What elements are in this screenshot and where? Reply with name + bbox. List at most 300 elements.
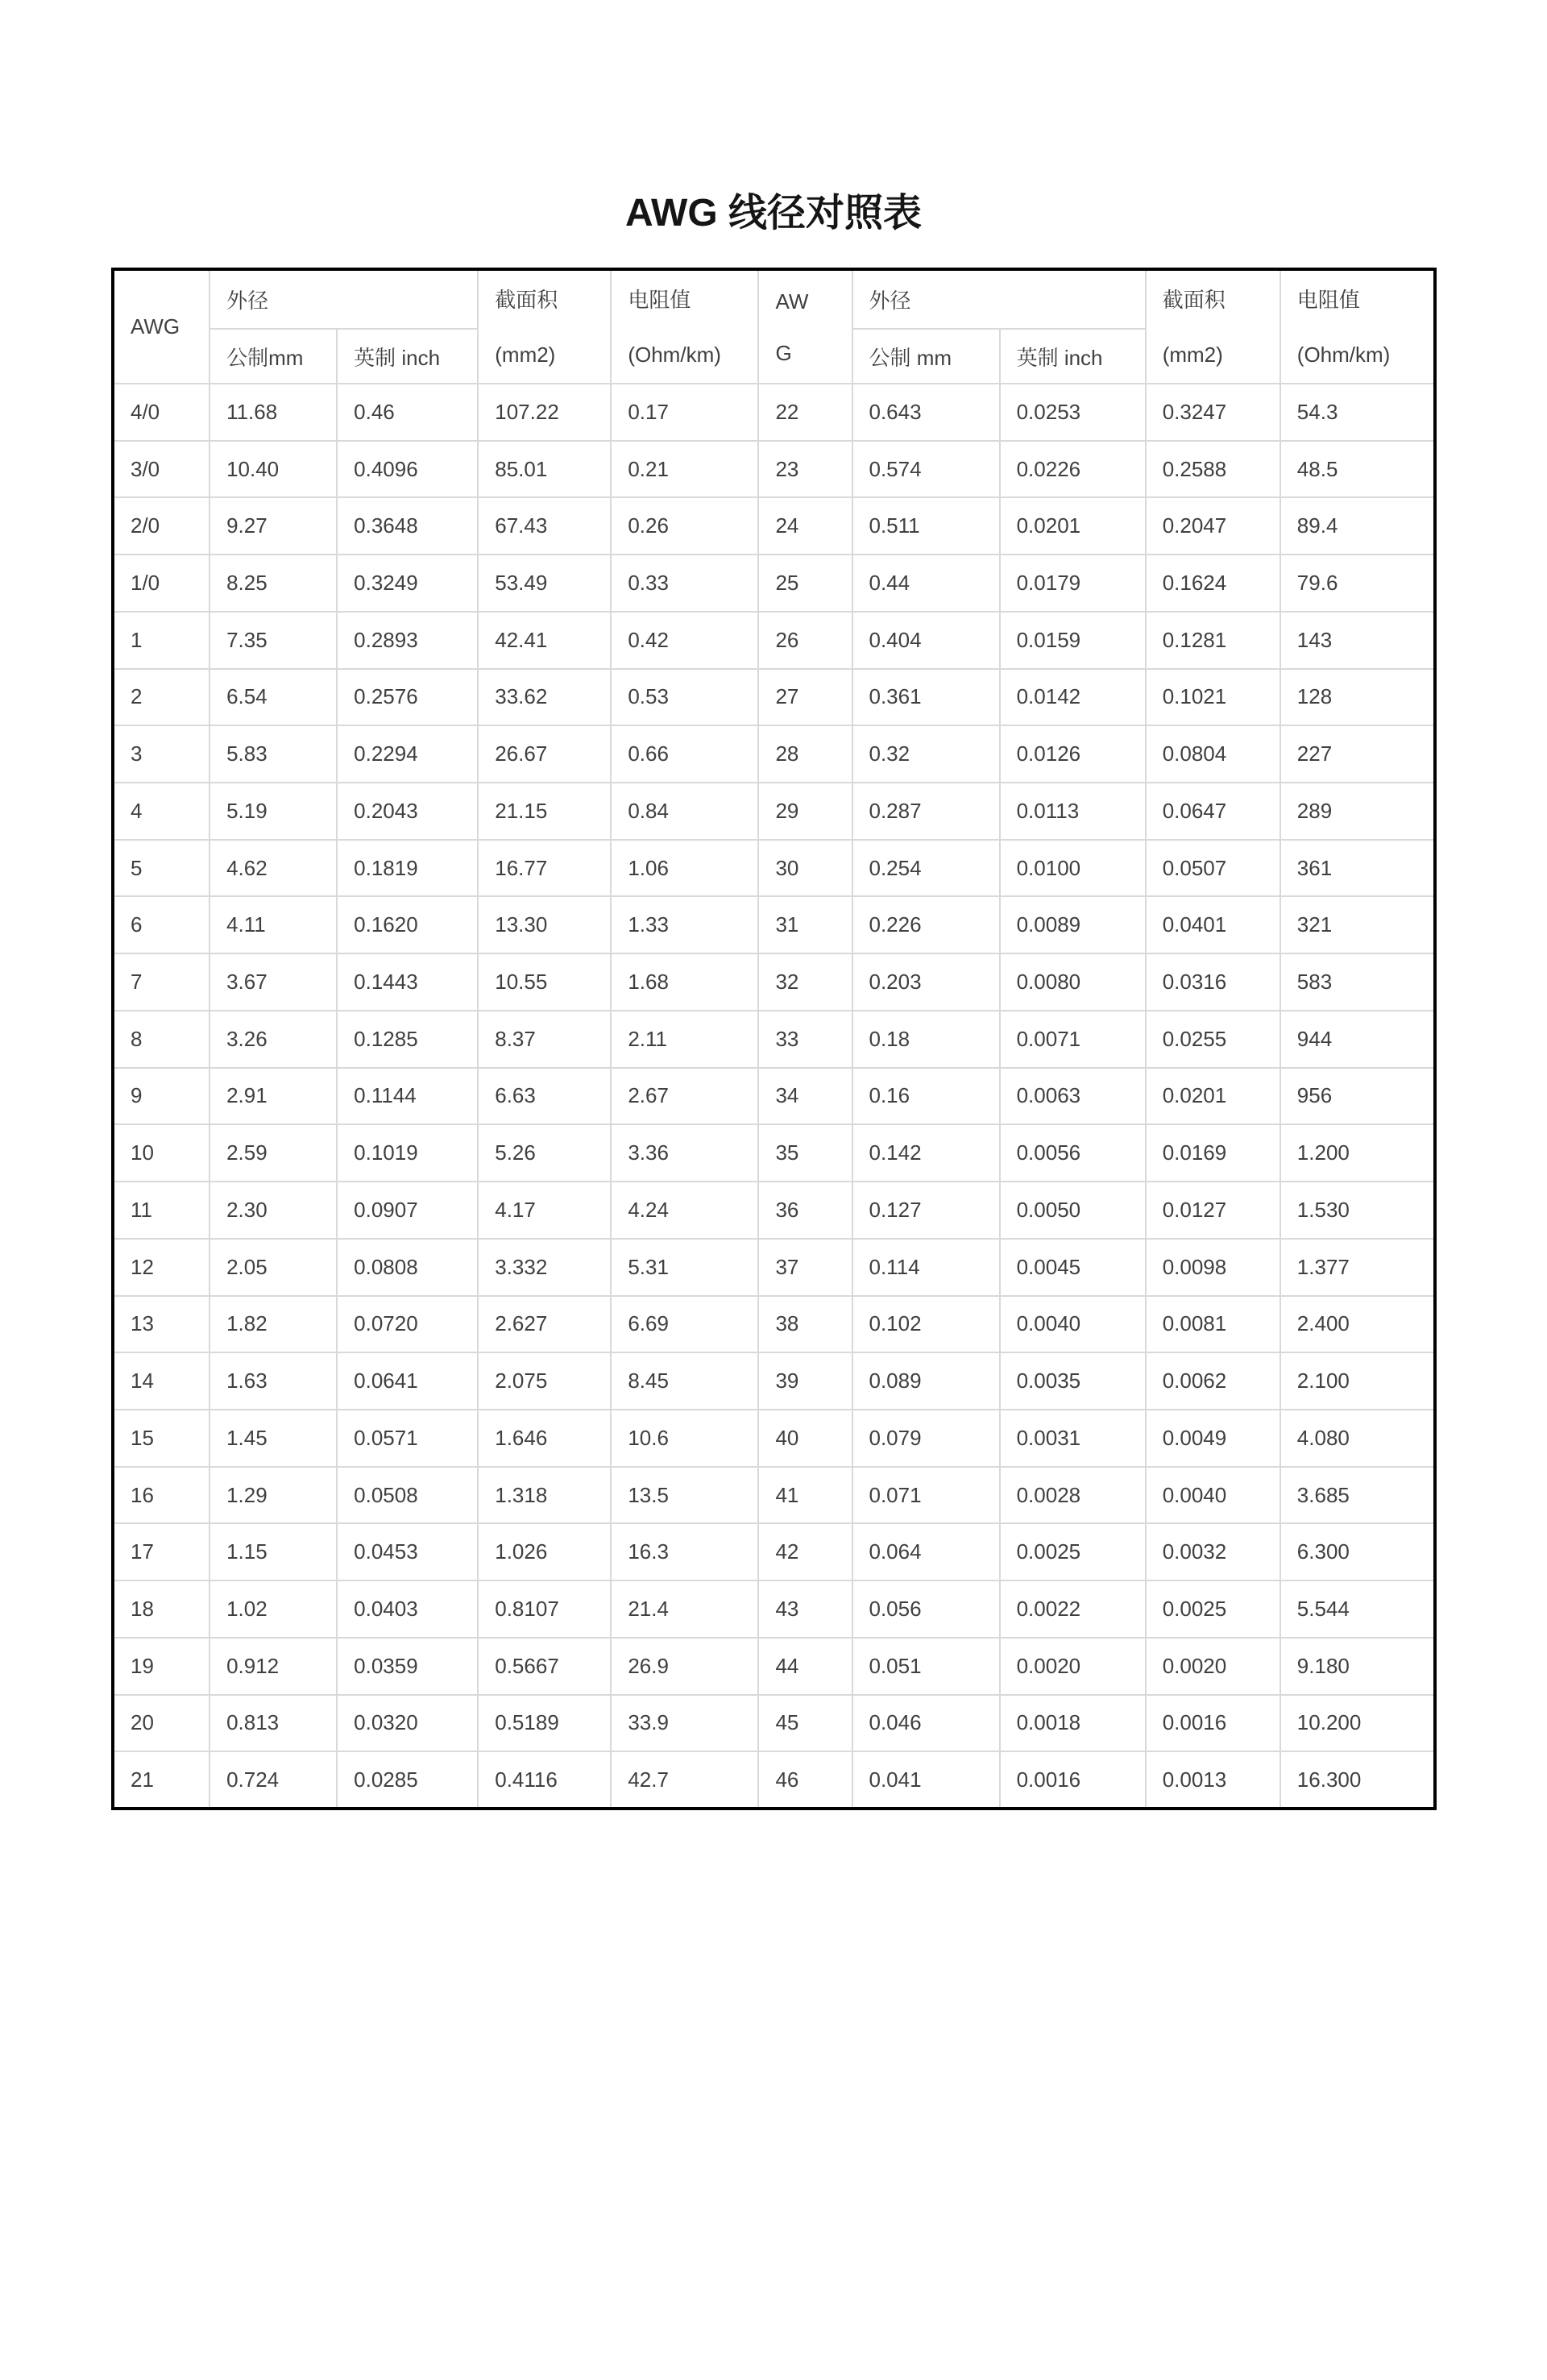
cell-imperial-inch: 0.0028 bbox=[1000, 1467, 1146, 1524]
cell-metric-mm: 2.05 bbox=[209, 1239, 337, 1296]
cell-imperial-inch: 0.0571 bbox=[337, 1410, 478, 1467]
cell-imperial-inch: 0.0159 bbox=[1000, 612, 1146, 669]
cell-resistance: 26.9 bbox=[611, 1638, 758, 1695]
cell-imperial-inch: 0.0063 bbox=[1000, 1068, 1146, 1125]
header-outer-diameter-right: 外径 bbox=[852, 269, 1146, 329]
cell-awg: 6 bbox=[113, 896, 209, 953]
cell-area-mm2: 0.3247 bbox=[1146, 384, 1280, 441]
cell-imperial-inch: 0.0113 bbox=[1000, 783, 1146, 840]
cell-area-mm2: 0.1021 bbox=[1146, 669, 1280, 726]
cell-awg: 29 bbox=[758, 783, 852, 840]
cell-area-mm2: 2.075 bbox=[478, 1352, 611, 1410]
table-row bbox=[113, 783, 1435, 840]
cell-resistance: 321 bbox=[1280, 896, 1435, 953]
table-body bbox=[113, 384, 1435, 1809]
cell-awg: 28 bbox=[758, 725, 852, 783]
cell-awg: 20 bbox=[113, 1695, 209, 1752]
cell-imperial-inch: 0.0031 bbox=[1000, 1410, 1146, 1467]
cell-awg: 2 bbox=[113, 669, 209, 726]
table-row bbox=[113, 1068, 1435, 1125]
header-awg-left: AWG bbox=[113, 269, 209, 384]
cell-area-mm2: 0.0020 bbox=[1146, 1638, 1280, 1695]
awg-table bbox=[111, 268, 1437, 1810]
cell-awg: 41 bbox=[758, 1467, 852, 1524]
cell-resistance: 2.67 bbox=[611, 1068, 758, 1125]
cell-imperial-inch: 0.0142 bbox=[1000, 669, 1146, 726]
cell-area-mm2: 26.67 bbox=[478, 725, 611, 783]
cell-area-mm2: 0.1624 bbox=[1146, 555, 1280, 612]
cell-resistance: 2.400 bbox=[1280, 1296, 1435, 1353]
cell-resistance: 0.84 bbox=[611, 783, 758, 840]
cell-metric-mm: 0.18 bbox=[852, 1011, 1000, 1068]
cell-metric-mm: 0.064 bbox=[852, 1523, 1000, 1580]
cell-area-mm2: 0.0032 bbox=[1146, 1523, 1280, 1580]
cell-awg: 36 bbox=[758, 1182, 852, 1239]
cell-imperial-inch: 0.0808 bbox=[337, 1239, 478, 1296]
cell-resistance: 0.26 bbox=[611, 497, 758, 555]
cell-resistance: 3.685 bbox=[1280, 1467, 1435, 1524]
table-row bbox=[113, 1695, 1435, 1752]
table-row bbox=[113, 896, 1435, 953]
cell-imperial-inch: 0.0056 bbox=[1000, 1124, 1146, 1182]
cell-imperial-inch: 0.0080 bbox=[1000, 953, 1146, 1011]
cell-awg: 26 bbox=[758, 612, 852, 669]
cell-area-mm2: 1.026 bbox=[478, 1523, 611, 1580]
cell-resistance: 0.21 bbox=[611, 441, 758, 498]
cell-metric-mm: 0.32 bbox=[852, 725, 1000, 783]
cell-imperial-inch: 0.1819 bbox=[337, 840, 478, 897]
cell-awg: 16 bbox=[113, 1467, 209, 1524]
cell-area-mm2: 0.4116 bbox=[478, 1751, 611, 1809]
cell-area-mm2: 0.0316 bbox=[1146, 953, 1280, 1011]
cell-area-mm2: 3.332 bbox=[478, 1239, 611, 1296]
cell-awg: 1/0 bbox=[113, 555, 209, 612]
table-row bbox=[113, 1580, 1435, 1638]
cell-imperial-inch: 0.2043 bbox=[337, 783, 478, 840]
cell-awg: 13 bbox=[113, 1296, 209, 1353]
cell-area-mm2: 0.0169 bbox=[1146, 1124, 1280, 1182]
cell-area-mm2: 0.5667 bbox=[478, 1638, 611, 1695]
cell-awg: 11 bbox=[113, 1182, 209, 1239]
cell-area-mm2: 8.37 bbox=[478, 1011, 611, 1068]
cell-imperial-inch: 0.0100 bbox=[1000, 840, 1146, 897]
cell-area-mm2: 42.41 bbox=[478, 612, 611, 669]
cell-imperial-inch: 0.0907 bbox=[337, 1182, 478, 1239]
header-resistance-title-right: 电阻值 bbox=[1296, 287, 1360, 312]
cell-metric-mm: 3.26 bbox=[209, 1011, 337, 1068]
header-area-unit-left: (mm2) bbox=[495, 342, 556, 367]
cell-imperial-inch: 0.0720 bbox=[337, 1296, 478, 1353]
cell-imperial-inch: 0.1443 bbox=[337, 953, 478, 1011]
header-area-right bbox=[1146, 269, 1280, 384]
cell-metric-mm: 0.404 bbox=[852, 612, 1000, 669]
cell-imperial-inch: 0.4096 bbox=[337, 441, 478, 498]
table-row bbox=[113, 1410, 1435, 1467]
cell-awg: 4/0 bbox=[113, 384, 209, 441]
cell-metric-mm: 0.046 bbox=[852, 1695, 1000, 1752]
cell-awg: 23 bbox=[758, 441, 852, 498]
cell-resistance: 4.080 bbox=[1280, 1410, 1435, 1467]
cell-resistance: 2.11 bbox=[611, 1011, 758, 1068]
cell-metric-mm: 0.813 bbox=[209, 1695, 337, 1752]
cell-resistance: 1.33 bbox=[611, 896, 758, 953]
cell-imperial-inch: 0.0359 bbox=[337, 1638, 478, 1695]
cell-awg: 8 bbox=[113, 1011, 209, 1068]
cell-area-mm2: 2.627 bbox=[478, 1296, 611, 1353]
cell-resistance: 0.17 bbox=[611, 384, 758, 441]
cell-resistance: 2.100 bbox=[1280, 1352, 1435, 1410]
cell-imperial-inch: 0.1285 bbox=[337, 1011, 478, 1068]
cell-metric-mm: 0.574 bbox=[852, 441, 1000, 498]
cell-awg: 15 bbox=[113, 1410, 209, 1467]
cell-area-mm2: 0.0013 bbox=[1146, 1751, 1280, 1809]
header-area-left bbox=[478, 269, 611, 384]
cell-area-mm2: 1.318 bbox=[478, 1467, 611, 1524]
cell-metric-mm: 2.30 bbox=[209, 1182, 337, 1239]
cell-resistance: 16.3 bbox=[611, 1523, 758, 1580]
header-outer-diameter-left: 外径 bbox=[209, 269, 478, 329]
cell-metric-mm: 0.724 bbox=[209, 1751, 337, 1809]
table-row bbox=[113, 1011, 1435, 1068]
cell-metric-mm: 0.44 bbox=[852, 555, 1000, 612]
cell-imperial-inch: 0.46 bbox=[337, 384, 478, 441]
cell-resistance: 0.66 bbox=[611, 725, 758, 783]
cell-metric-mm: 7.35 bbox=[209, 612, 337, 669]
table-row bbox=[113, 384, 1435, 441]
cell-imperial-inch: 0.1620 bbox=[337, 896, 478, 953]
cell-awg: 3/0 bbox=[113, 441, 209, 498]
cell-awg: 3 bbox=[113, 725, 209, 783]
cell-imperial-inch: 0.2893 bbox=[337, 612, 478, 669]
cell-area-mm2: 5.26 bbox=[478, 1124, 611, 1182]
header-area-unit-right: (mm2) bbox=[1162, 342, 1223, 367]
cell-area-mm2: 0.0016 bbox=[1146, 1695, 1280, 1752]
cell-metric-mm: 0.102 bbox=[852, 1296, 1000, 1353]
cell-metric-mm: 1.29 bbox=[209, 1467, 337, 1524]
cell-imperial-inch: 0.0025 bbox=[1000, 1523, 1146, 1580]
cell-metric-mm: 0.643 bbox=[852, 384, 1000, 441]
cell-awg: 25 bbox=[758, 555, 852, 612]
cell-metric-mm: 0.127 bbox=[852, 1182, 1000, 1239]
cell-resistance: 4.24 bbox=[611, 1182, 758, 1239]
cell-metric-mm: 2.59 bbox=[209, 1124, 337, 1182]
cell-awg: 31 bbox=[758, 896, 852, 953]
cell-imperial-inch: 0.0018 bbox=[1000, 1695, 1146, 1752]
header-row-top bbox=[113, 269, 1435, 329]
cell-resistance: 10.6 bbox=[611, 1410, 758, 1467]
cell-metric-mm: 9.27 bbox=[209, 497, 337, 555]
cell-imperial-inch: 0.0226 bbox=[1000, 441, 1146, 498]
cell-imperial-inch: 0.0050 bbox=[1000, 1182, 1146, 1239]
cell-metric-mm: 0.203 bbox=[852, 953, 1000, 1011]
cell-resistance: 6.300 bbox=[1280, 1523, 1435, 1580]
cell-imperial-inch: 0.2294 bbox=[337, 725, 478, 783]
cell-awg: 27 bbox=[758, 669, 852, 726]
cell-imperial-inch: 0.0071 bbox=[1000, 1011, 1146, 1068]
cell-resistance: 3.36 bbox=[611, 1124, 758, 1182]
cell-area-mm2: 0.1281 bbox=[1146, 612, 1280, 669]
cell-area-mm2: 0.0401 bbox=[1146, 896, 1280, 953]
cell-awg: 18 bbox=[113, 1580, 209, 1638]
table-row bbox=[113, 1124, 1435, 1182]
table-row bbox=[113, 441, 1435, 498]
cell-resistance: 0.53 bbox=[611, 669, 758, 726]
cell-metric-mm: 1.15 bbox=[209, 1523, 337, 1580]
table-row bbox=[113, 497, 1435, 555]
cell-imperial-inch: 0.0320 bbox=[337, 1695, 478, 1752]
cell-area-mm2: 13.30 bbox=[478, 896, 611, 953]
cell-awg: 24 bbox=[758, 497, 852, 555]
cell-awg: 17 bbox=[113, 1523, 209, 1580]
cell-resistance: 89.4 bbox=[1280, 497, 1435, 555]
cell-resistance: 1.377 bbox=[1280, 1239, 1435, 1296]
cell-area-mm2: 6.63 bbox=[478, 1068, 611, 1125]
cell-imperial-inch: 0.2576 bbox=[337, 669, 478, 726]
cell-resistance: 79.6 bbox=[1280, 555, 1435, 612]
cell-imperial-inch: 0.0641 bbox=[337, 1352, 478, 1410]
cell-awg: 2/0 bbox=[113, 497, 209, 555]
cell-area-mm2: 16.77 bbox=[478, 840, 611, 897]
cell-imperial-inch: 0.0020 bbox=[1000, 1638, 1146, 1695]
cell-awg: 33 bbox=[758, 1011, 852, 1068]
cell-area-mm2: 85.01 bbox=[478, 441, 611, 498]
cell-metric-mm: 5.19 bbox=[209, 783, 337, 840]
cell-imperial-inch: 0.0253 bbox=[1000, 384, 1146, 441]
cell-awg: 45 bbox=[758, 1695, 852, 1752]
cell-resistance: 1.200 bbox=[1280, 1124, 1435, 1182]
table-row bbox=[113, 1638, 1435, 1695]
cell-imperial-inch: 0.0040 bbox=[1000, 1296, 1146, 1353]
cell-awg: 9 bbox=[113, 1068, 209, 1125]
cell-imperial-inch: 0.0508 bbox=[337, 1467, 478, 1524]
table-row bbox=[113, 840, 1435, 897]
cell-awg: 1 bbox=[113, 612, 209, 669]
header-resistance-left bbox=[611, 269, 758, 384]
cell-metric-mm: 8.25 bbox=[209, 555, 337, 612]
cell-area-mm2: 0.0804 bbox=[1146, 725, 1280, 783]
table-row bbox=[113, 612, 1435, 669]
cell-awg: 19 bbox=[113, 1638, 209, 1695]
cell-area-mm2: 0.0098 bbox=[1146, 1239, 1280, 1296]
header-resistance-unit-right: (Ohm/km) bbox=[1296, 342, 1391, 367]
cell-awg: 30 bbox=[758, 840, 852, 897]
cell-resistance: 1.68 bbox=[611, 953, 758, 1011]
cell-resistance: 9.180 bbox=[1280, 1638, 1435, 1695]
cell-resistance: 5.31 bbox=[611, 1239, 758, 1296]
cell-resistance: 16.300 bbox=[1280, 1751, 1435, 1809]
table-row bbox=[113, 725, 1435, 783]
cell-metric-mm: 0.071 bbox=[852, 1467, 1000, 1524]
cell-metric-mm: 0.079 bbox=[852, 1410, 1000, 1467]
cell-imperial-inch: 0.0035 bbox=[1000, 1352, 1146, 1410]
table-row bbox=[113, 1239, 1435, 1296]
cell-imperial-inch: 0.0045 bbox=[1000, 1239, 1146, 1296]
cell-awg: 14 bbox=[113, 1352, 209, 1410]
cell-resistance: 48.5 bbox=[1280, 441, 1435, 498]
cell-resistance: 33.9 bbox=[611, 1695, 758, 1752]
table-row bbox=[113, 669, 1435, 726]
cell-awg: 32 bbox=[758, 953, 852, 1011]
cell-resistance: 21.4 bbox=[611, 1580, 758, 1638]
cell-resistance: 54.3 bbox=[1280, 384, 1435, 441]
cell-awg: 43 bbox=[758, 1580, 852, 1638]
cell-metric-mm: 4.62 bbox=[209, 840, 337, 897]
cell-area-mm2: 0.8107 bbox=[478, 1580, 611, 1638]
cell-area-mm2: 0.5189 bbox=[478, 1695, 611, 1752]
cell-resistance: 956 bbox=[1280, 1068, 1435, 1125]
cell-metric-mm: 0.114 bbox=[852, 1239, 1000, 1296]
cell-area-mm2: 0.0062 bbox=[1146, 1352, 1280, 1410]
cell-awg: 46 bbox=[758, 1751, 852, 1809]
cell-metric-mm: 0.511 bbox=[852, 497, 1000, 555]
cell-awg: 42 bbox=[758, 1523, 852, 1580]
cell-awg: 39 bbox=[758, 1352, 852, 1410]
cell-resistance: 13.5 bbox=[611, 1467, 758, 1524]
cell-awg: 35 bbox=[758, 1124, 852, 1182]
cell-metric-mm: 0.051 bbox=[852, 1638, 1000, 1695]
cell-metric-mm: 10.40 bbox=[209, 441, 337, 498]
cell-resistance: 227 bbox=[1280, 725, 1435, 783]
cell-area-mm2: 107.22 bbox=[478, 384, 611, 441]
cell-imperial-inch: 0.1019 bbox=[337, 1124, 478, 1182]
cell-metric-mm: 1.45 bbox=[209, 1410, 337, 1467]
cell-resistance: 583 bbox=[1280, 953, 1435, 1011]
table-row bbox=[113, 555, 1435, 612]
cell-area-mm2: 0.0081 bbox=[1146, 1296, 1280, 1353]
cell-metric-mm: 1.63 bbox=[209, 1352, 337, 1410]
header-awg-right bbox=[758, 269, 852, 384]
table-row bbox=[113, 1523, 1435, 1580]
cell-awg: 34 bbox=[758, 1068, 852, 1125]
header-area-title-left: 截面积 bbox=[495, 287, 558, 312]
cell-area-mm2: 1.646 bbox=[478, 1410, 611, 1467]
cell-imperial-inch: 0.0022 bbox=[1000, 1580, 1146, 1638]
cell-metric-mm: 3.67 bbox=[209, 953, 337, 1011]
cell-awg: 12 bbox=[113, 1239, 209, 1296]
cell-resistance: 1.530 bbox=[1280, 1182, 1435, 1239]
header-resistance-right bbox=[1280, 269, 1435, 384]
cell-awg: 40 bbox=[758, 1410, 852, 1467]
cell-resistance: 361 bbox=[1280, 840, 1435, 897]
cell-metric-mm: 0.361 bbox=[852, 669, 1000, 726]
cell-area-mm2: 0.0049 bbox=[1146, 1410, 1280, 1467]
cell-metric-mm: 0.16 bbox=[852, 1068, 1000, 1125]
header-imperial-inch-right: 英制 inch bbox=[1000, 329, 1146, 384]
cell-awg: 37 bbox=[758, 1239, 852, 1296]
cell-metric-mm: 2.91 bbox=[209, 1068, 337, 1125]
cell-awg: 44 bbox=[758, 1638, 852, 1695]
cell-area-mm2: 0.2047 bbox=[1146, 497, 1280, 555]
cell-metric-mm: 0.912 bbox=[209, 1638, 337, 1695]
cell-metric-mm: 11.68 bbox=[209, 384, 337, 441]
cell-awg: 7 bbox=[113, 953, 209, 1011]
cell-resistance: 0.33 bbox=[611, 555, 758, 612]
cell-area-mm2: 0.0507 bbox=[1146, 840, 1280, 897]
cell-metric-mm: 0.226 bbox=[852, 896, 1000, 953]
cell-imperial-inch: 0.0453 bbox=[337, 1523, 478, 1580]
cell-area-mm2: 53.49 bbox=[478, 555, 611, 612]
cell-area-mm2: 0.2588 bbox=[1146, 441, 1280, 498]
table-row bbox=[113, 1296, 1435, 1353]
cell-imperial-inch: 0.0285 bbox=[337, 1751, 478, 1809]
page-title: AWG 线径对照表 bbox=[625, 192, 922, 235]
cell-imperial-inch: 0.0126 bbox=[1000, 725, 1146, 783]
cell-resistance: 143 bbox=[1280, 612, 1435, 669]
cell-awg: 5 bbox=[113, 840, 209, 897]
cell-resistance: 1.06 bbox=[611, 840, 758, 897]
cell-area-mm2: 33.62 bbox=[478, 669, 611, 726]
table-row bbox=[113, 1352, 1435, 1410]
cell-metric-mm: 1.02 bbox=[209, 1580, 337, 1638]
cell-imperial-inch: 0.0089 bbox=[1000, 896, 1146, 953]
cell-area-mm2: 0.0201 bbox=[1146, 1068, 1280, 1125]
table-row bbox=[113, 1467, 1435, 1524]
cell-awg: 10 bbox=[113, 1124, 209, 1182]
table-row bbox=[113, 1182, 1435, 1239]
cell-imperial-inch: 0.0201 bbox=[1000, 497, 1146, 555]
cell-resistance: 10.200 bbox=[1280, 1695, 1435, 1752]
header-imperial-inch-left: 英制 inch bbox=[337, 329, 478, 384]
cell-area-mm2: 4.17 bbox=[478, 1182, 611, 1239]
cell-awg: 38 bbox=[758, 1296, 852, 1353]
header-resistance-title-left: 电阻值 bbox=[628, 287, 691, 312]
header-resistance-unit-left: (Ohm/km) bbox=[628, 342, 721, 367]
cell-area-mm2: 0.0127 bbox=[1146, 1182, 1280, 1239]
header-area-title-right: 截面积 bbox=[1162, 287, 1226, 312]
cell-resistance: 6.69 bbox=[611, 1296, 758, 1353]
cell-imperial-inch: 0.0179 bbox=[1000, 555, 1146, 612]
cell-area-mm2: 67.43 bbox=[478, 497, 611, 555]
cell-imperial-inch: 0.3249 bbox=[337, 555, 478, 612]
cell-awg: 22 bbox=[758, 384, 852, 441]
cell-metric-mm: 0.041 bbox=[852, 1751, 1000, 1809]
cell-area-mm2: 21.15 bbox=[478, 783, 611, 840]
cell-imperial-inch: 0.1144 bbox=[337, 1068, 478, 1125]
cell-area-mm2: 10.55 bbox=[478, 953, 611, 1011]
cell-resistance: 944 bbox=[1280, 1011, 1435, 1068]
cell-metric-mm: 0.254 bbox=[852, 840, 1000, 897]
cell-awg: 21 bbox=[113, 1751, 209, 1809]
cell-metric-mm: 6.54 bbox=[209, 669, 337, 726]
cell-area-mm2: 0.0255 bbox=[1146, 1011, 1280, 1068]
cell-resistance: 128 bbox=[1280, 669, 1435, 726]
cell-resistance: 8.45 bbox=[611, 1352, 758, 1410]
table-header bbox=[113, 269, 1435, 384]
cell-resistance: 42.7 bbox=[611, 1751, 758, 1809]
cell-resistance: 0.42 bbox=[611, 612, 758, 669]
cell-metric-mm: 5.83 bbox=[209, 725, 337, 783]
cell-imperial-inch: 0.0403 bbox=[337, 1580, 478, 1638]
cell-metric-mm: 0.142 bbox=[852, 1124, 1000, 1182]
cell-metric-mm: 4.11 bbox=[209, 896, 337, 953]
header-awg-right-label: AWG bbox=[775, 289, 809, 365]
table-row bbox=[113, 1751, 1435, 1809]
table-row bbox=[113, 953, 1435, 1011]
header-metric-mm-right: 公制 mm bbox=[852, 329, 1000, 384]
cell-area-mm2: 0.0040 bbox=[1146, 1467, 1280, 1524]
cell-resistance: 289 bbox=[1280, 783, 1435, 840]
cell-resistance: 5.544 bbox=[1280, 1580, 1435, 1638]
cell-metric-mm: 0.056 bbox=[852, 1580, 1000, 1638]
cell-awg: 4 bbox=[113, 783, 209, 840]
cell-area-mm2: 0.0647 bbox=[1146, 783, 1280, 840]
cell-area-mm2: 0.0025 bbox=[1146, 1580, 1280, 1638]
cell-imperial-inch: 0.3648 bbox=[337, 497, 478, 555]
cell-metric-mm: 0.089 bbox=[852, 1352, 1000, 1410]
cell-metric-mm: 1.82 bbox=[209, 1296, 337, 1353]
cell-imperial-inch: 0.0016 bbox=[1000, 1751, 1146, 1809]
cell-metric-mm: 0.287 bbox=[852, 783, 1000, 840]
